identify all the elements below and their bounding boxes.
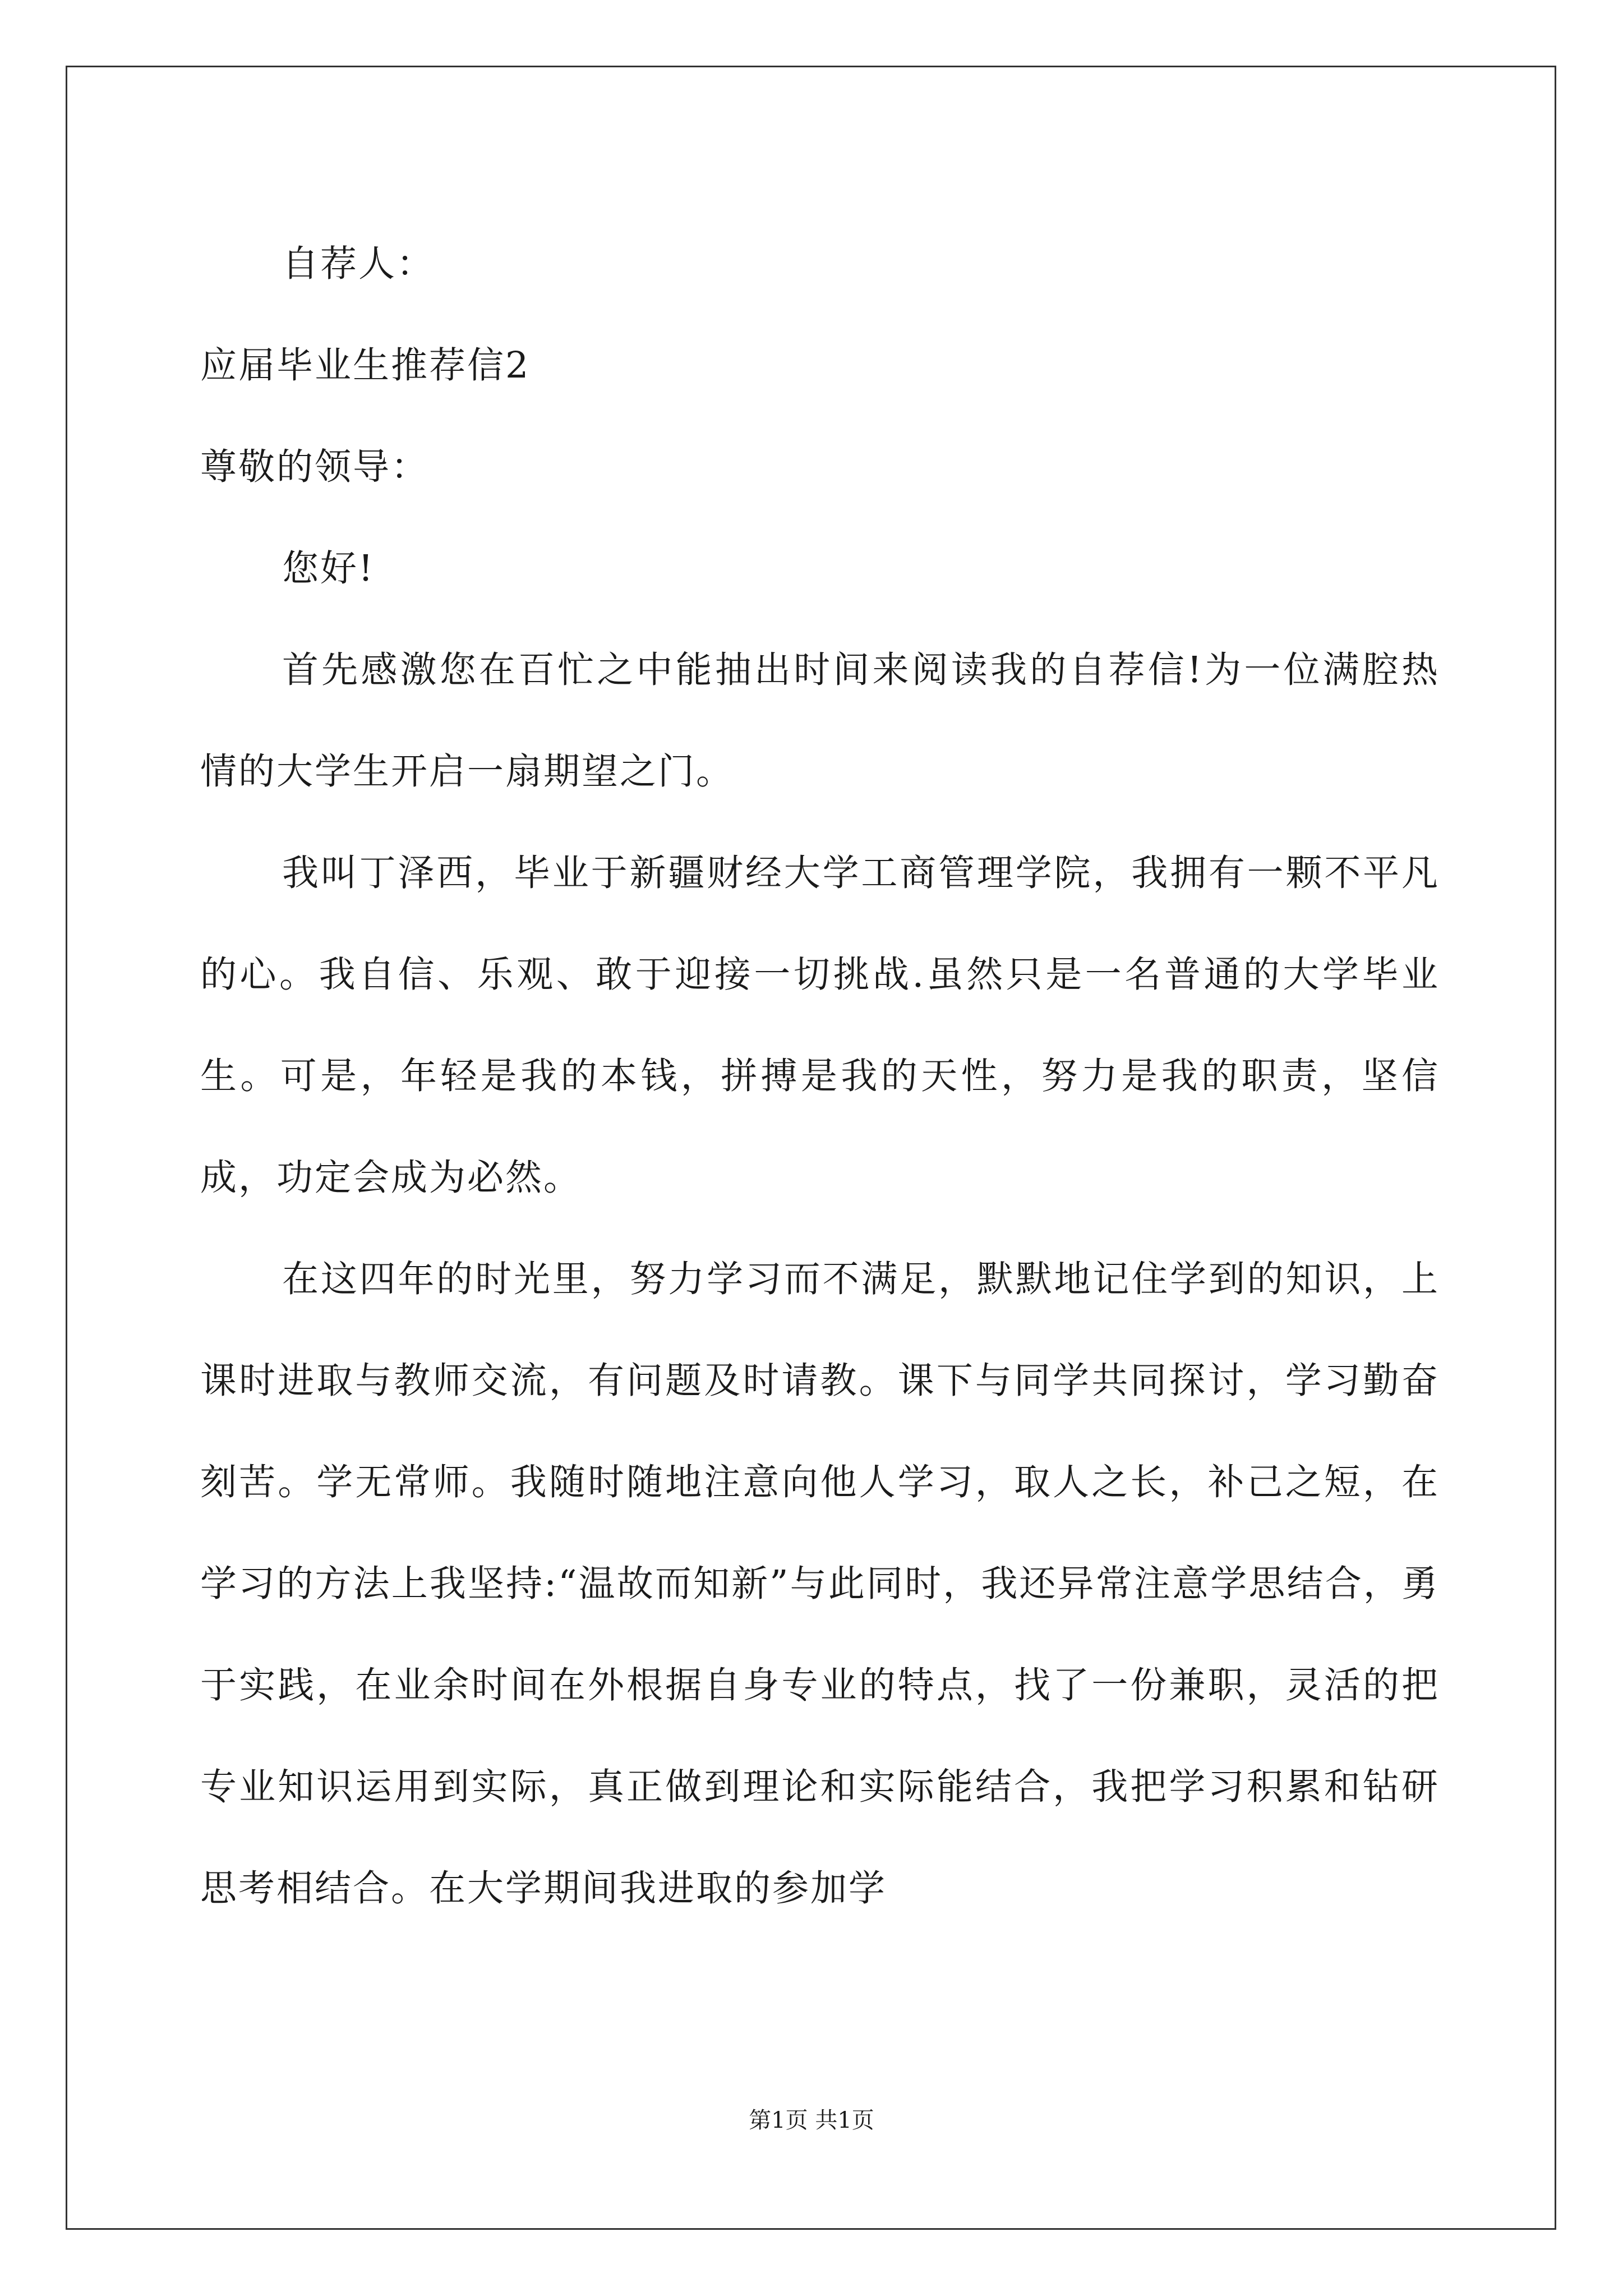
greeting: 您好! [282, 547, 375, 590]
study-experience-paragraph: 在这四年的时光里，努力学习而不满足，默默地记住学到的知识，上课时进取与教师交流，有问题及时请教。课下与同学共同探讨，学习勤奋刻苦。学无常师。我随时随地注意向他人学习，取人之长，补己之短，在学习的方法上我坚持:“温故而知新”与此同时，我还异常注意学思结合，勇于实践，在业余时间在外根据自身专业的特点，找了一份兼职，灵活的把专业知识运用到实际，真正做到理论和实际能结合，我把学习积累和钻研思考相结合。在大学期间我进取的参加学 [200, 1258, 1440, 1910]
page-footer: 第1页 共1页 [749, 2108, 874, 2133]
letter-title: 应届毕业生推荐信2 [200, 344, 531, 386]
signature-label: 自荐人： [282, 243, 435, 285]
document-body [200, 213, 1440, 1939]
salutation: 尊敬的领导： [200, 446, 430, 488]
intro-paragraph: 首先感激您在百忙之中能抽出时间来阅读我的自荐信!为一位满腔热情的大学生开启一扇期望之门。 [200, 649, 1440, 793]
self-description-paragraph: 我叫丁泽西，毕业于新疆财经大学工商管理学院，我拥有一颗不平凡的心。我自信、乐观、敢于迎接一切挑战.虽然只是一名普通的大学毕业生。可是，年轻是我的本钱，拼搏是我的天性，努力是我的职责，坚信成，功定会成为必然。 [200, 852, 1440, 1199]
